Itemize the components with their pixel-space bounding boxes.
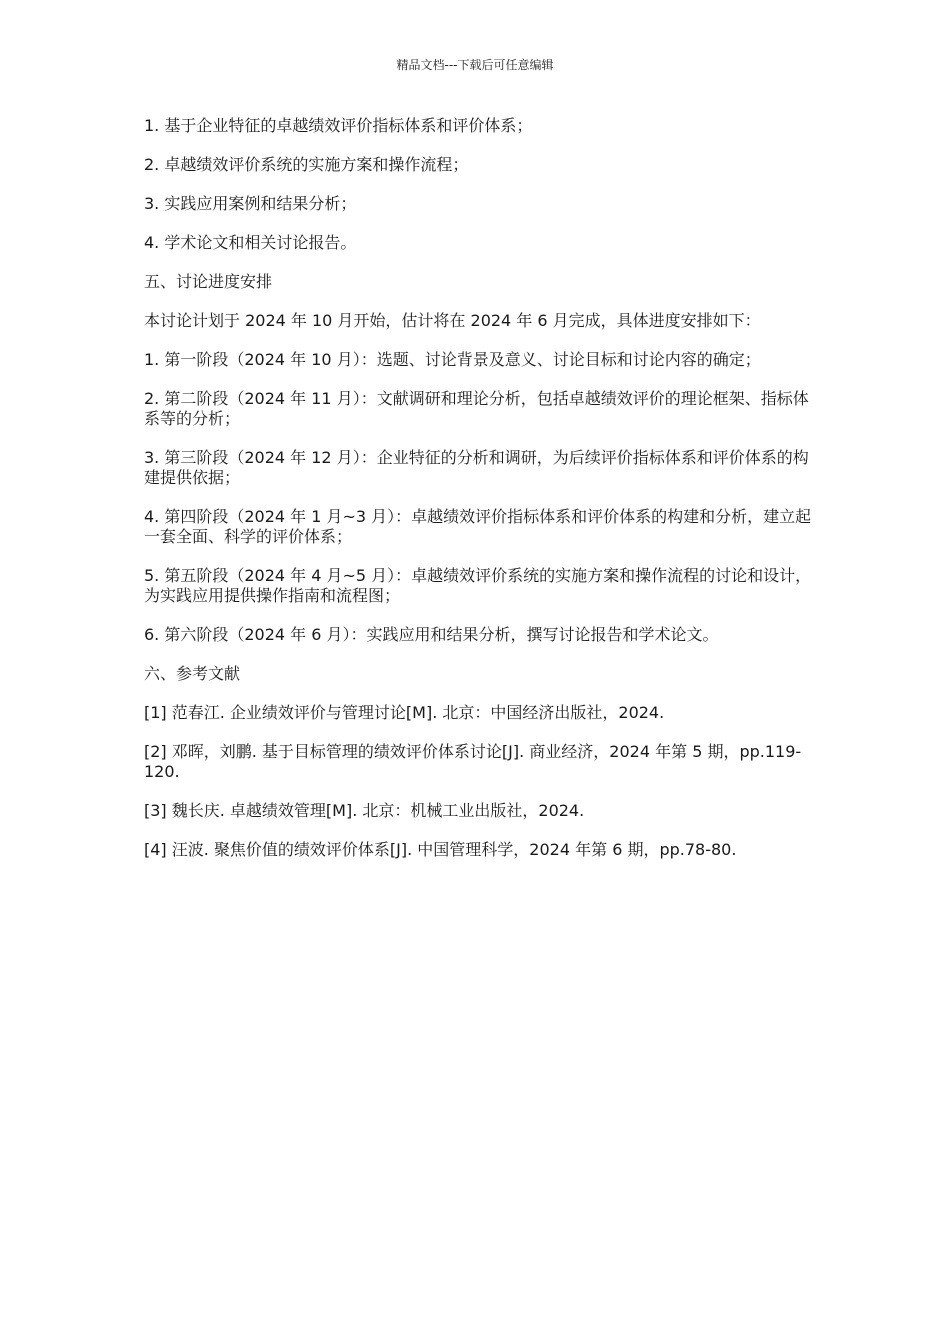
schedule-item-4: 4. 第四阶段（2024 年 1 月~3 月）：卓越绩效评价指标体系和评价体系的构建和分析，建立起一套全面、科学的评价体系； xyxy=(144,507,812,546)
deliverable-item-4: 4. 学术论文和相关讨论报告。 xyxy=(144,233,357,252)
deliverable-item-1: 1. 基于企业特征的卓越绩效评价指标体系和评价体系； xyxy=(144,116,533,135)
schedule-intro: 本讨论计划于 2024 年 10 月开始，估计将在 2024 年 6 月完成，具体进度安排如下： xyxy=(144,311,761,330)
schedule-item-2: 2. 第二阶段（2024 年 11 月）：文献调研和理论分析，包括卓越绩效评价的理论框架、指标体系等的分析； xyxy=(144,389,809,428)
reference-item-1: [1] 范春江. 企业绩效评价与管理讨论[M]. 北京：中国经济出版社，2024. xyxy=(144,703,665,722)
page-header: 精品文档---下载后可任意编辑 xyxy=(396,58,554,72)
reference-item-3: [3] 魏长庆. 卓越绩效管理[M]. 北京：机械工业出版社，2024. xyxy=(144,801,585,820)
schedule-heading: 五、讨论进度安排 xyxy=(144,272,273,291)
schedule-item-6: 6. 第六阶段（2024 年 6 月）：实践应用和结果分析，撰写讨论报告和学术论文。 xyxy=(144,625,719,644)
deliverable-item-2: 2. 卓越绩效评价系统的实施方案和操作流程； xyxy=(144,155,469,174)
schedule-item-5: 5. 第五阶段（2024 年 4 月~5 月）：卓越绩效评价系统的实施方案和操作流程的讨论和设计，为实践应用提供操作指南和流程图； xyxy=(144,566,812,605)
schedule-item-3: 3. 第三阶段（2024 年 12 月）：企业特征的分析和调研，为后续评价指标体系和评价体系的构建提供依据； xyxy=(144,448,809,487)
reference-item-2: [2] 邓晖，刘鹏. 基于目标管理的绩效评价体系讨论[J]. 商业经济，2024 年第 5 期，pp.119-120. xyxy=(144,742,802,781)
deliverable-item-3: 3. 实践应用案例和结果分析； xyxy=(144,194,357,213)
schedule-item-1: 1. 第一阶段（2024 年 10 月）：选题、讨论背景及意义、讨论目标和讨论内容的确定； xyxy=(144,350,761,369)
references-heading: 六、参考文献 xyxy=(144,664,241,683)
document-body xyxy=(144,116,820,879)
reference-item-4: [4] 汪波. 聚焦价值的绩效评价体系[J]. 中国管理科学，2024 年第 6 期，pp.78-80. xyxy=(144,840,737,859)
